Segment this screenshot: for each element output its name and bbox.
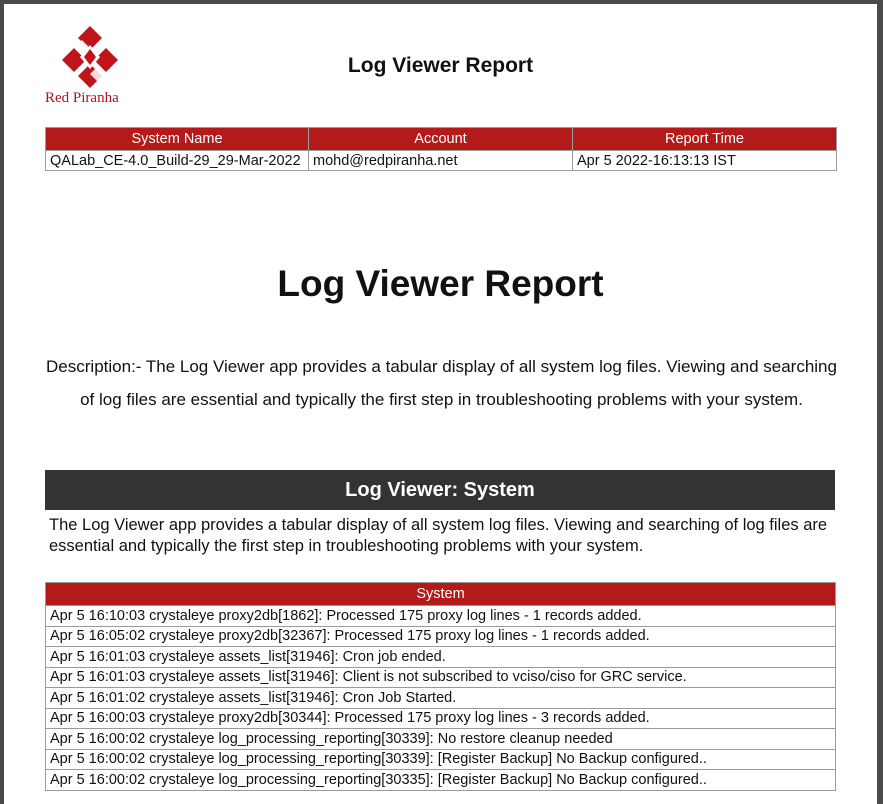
table-row [46,606,836,627]
system-info-table [45,127,837,171]
header-title: Log Viewer Report [347,54,534,77]
table-row [46,770,836,791]
account-cell: mohd@redpiranha.net [309,151,573,171]
log-entry-cell: Apr 5 16:00:03 crystaleye proxy2db[30344]: Processed 175 proxy log lines - 3 records added. [46,708,836,729]
table-row [46,626,836,647]
log-table-header-row [46,583,836,606]
column-header-report-time: Report Time [573,128,837,151]
log-entry-cell: Apr 5 16:00:02 crystaleye log_processing_reporting[30339]: [Register Backup] No Backup configured.. [46,749,836,770]
table-row [46,667,836,688]
column-header-system-name: System Name [46,128,309,151]
section-description: The Log Viewer app provides a tabular display of all system log files. Viewing and searching of log files are essential and typically the first step in troubleshooting problems with your system. [49,516,828,555]
section-header [45,470,835,510]
report-time-cell: Apr 5 2022-16:13:13 IST [573,151,837,171]
log-entry-cell: Apr 5 16:01:03 crystaleye assets_list[31946]: Cron job ended. [46,647,836,668]
column-header-account: Account [309,128,573,151]
system-log-table [45,582,836,791]
table-row [46,647,836,668]
log-entry-cell: Apr 5 16:10:03 crystaleye proxy2db[1862]: Processed 175 proxy log lines - 1 records added. [46,606,836,627]
table-row [46,688,836,709]
log-entry-cell: Apr 5 16:01:03 crystaleye assets_list[31946]: Client is not subscribed to vciso/ciso for GRC service. [46,667,836,688]
log-entry-cell: Apr 5 16:00:02 crystaleye log_processing_reporting[30335]: [Register Backup] No Backup configured.. [46,770,836,791]
log-entry-cell: Apr 5 16:01:02 crystaleye assets_list[31946]: Cron Job Started. [46,688,836,709]
log-entry-cell: Apr 5 16:00:02 crystaleye log_processing_reporting[30339]: No restore cleanup needed [46,729,836,750]
info-table-row [46,151,837,171]
info-table-header-row [46,128,837,151]
report-title: Log Viewer Report [277,263,604,304]
section-title: Log Viewer: System [345,478,535,501]
column-header-system: System [46,583,836,606]
system-name-cell: QALab_CE-4.0_Build-29_29-Mar-2022 [46,151,309,171]
logo-text: Red Piranha [45,90,119,106]
table-row [46,708,836,729]
report-description: Description:- The Log Viewer app provides a tabular display of all system log files. Viewing and searching of log files are essential and typically the first step in troubleshooting problems with your system. [46,357,837,409]
table-row [46,729,836,750]
report-page [4,4,877,804]
table-row [46,749,836,770]
log-entry-cell: Apr 5 16:05:02 crystaleye proxy2db[32367]: Processed 175 proxy log lines - 1 records added. [46,626,836,647]
